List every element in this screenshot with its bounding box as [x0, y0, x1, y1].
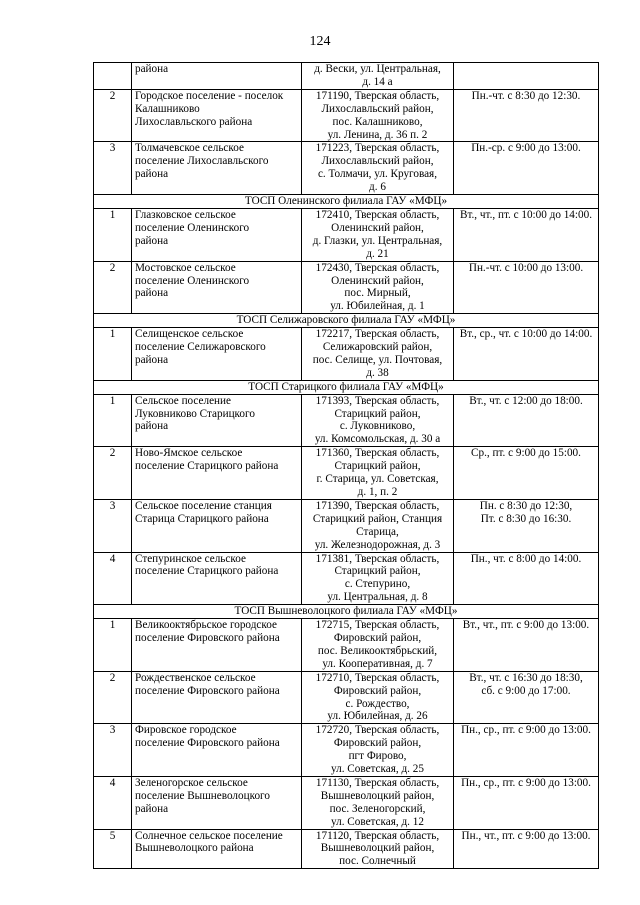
office-address-line: Оленинский район, — [331, 221, 424, 234]
working-hours-line: Ср., пт. с 9:00 до 15:00. — [471, 447, 581, 460]
settlement-name-line: Толмачевское сельское — [135, 142, 244, 155]
working-hours-line: Пн., ср., пт. с 9:00 до 13:00. — [461, 776, 591, 789]
section-row — [94, 314, 599, 328]
office-address-line: д. Вески, ул. Центральная, — [314, 63, 441, 75]
settlement-name — [132, 89, 302, 142]
settlement-name-line: поселение Вышневолоцкого — [135, 789, 270, 802]
settlement-name — [132, 619, 302, 672]
office-address-line: 171120, Тверская область, — [315, 829, 440, 842]
settlement-name-line: поселение Оленинского — [135, 274, 250, 287]
settlement-name-line: Лихославльского района — [135, 115, 253, 128]
working-hours — [454, 552, 599, 605]
row-number — [94, 63, 132, 90]
table-row — [94, 724, 599, 777]
office-address-line: с. Рождество, — [345, 697, 410, 710]
office-address-line: 171360, Тверская область, — [315, 447, 440, 460]
table-row — [94, 261, 599, 314]
settlement-name-line: Мостовское сельское — [135, 261, 236, 274]
settlement-name-line: Сельское поселение станция — [135, 499, 272, 512]
working-hours-line: Вт., ср., чт. с 10:00 до 14:00. — [459, 328, 593, 341]
office-address-line: ул. Ленина, д. 36 п. 2 — [327, 128, 428, 141]
office-address-line: Старицкий район, — [334, 407, 421, 420]
office-address-line: ул. Комсомольская, д. 30 а — [314, 433, 441, 446]
office-address-line: 172410, Тверская область, — [315, 208, 440, 221]
office-address — [302, 776, 454, 829]
settlement-name-line: района — [135, 802, 169, 815]
settlement-name-line: района — [135, 234, 169, 247]
office-address-line: с. Толмачи, ул. Круговая, — [317, 168, 438, 181]
working-hours-line: Пт. с 8:30 до 16:30. — [480, 512, 572, 525]
settlement-name — [132, 724, 302, 777]
row-number: 3 — [94, 724, 132, 777]
office-address-line: пос. Калашниково, — [332, 115, 423, 128]
settlement-name-line: Селищенское сельское — [135, 328, 244, 341]
office-address-line: ул. Советская, д. 25 — [331, 763, 424, 776]
office-address-line: Вышневолоцкий район, — [320, 789, 435, 802]
office-address-line: 171393, Тверская область, — [315, 394, 440, 407]
settlement-name-line: Старица Старицкого района — [135, 512, 269, 525]
table-row — [94, 89, 599, 142]
table-row — [94, 208, 599, 261]
office-address-line: Фировский район, — [333, 684, 422, 697]
settlement-name-line: района — [135, 287, 169, 300]
settlement-name-line: Луковниково Старицкого — [135, 407, 255, 420]
settlement-name — [132, 261, 302, 314]
office-address-line: 172430, Тверская область, — [315, 261, 440, 274]
table-row — [94, 619, 599, 672]
office-address-line: Старицкий район, — [334, 460, 421, 473]
office-address-line: Фировский район, — [333, 631, 422, 644]
office-address-line: ул. Юбилейная, д. 1 — [330, 300, 425, 313]
page-number: 124 — [309, 34, 331, 49]
mfc-offices-table — [93, 62, 599, 869]
working-hours-line: Вт., чт., пт. с 10:00 до 14:00. — [460, 208, 592, 221]
office-address-line: д. 21 — [366, 247, 389, 260]
office-address-line: 172217, Тверская область, — [315, 328, 440, 341]
working-hours — [454, 142, 599, 195]
settlement-name-line: Вышневолоцкого района — [135, 842, 254, 855]
settlement-name — [132, 328, 302, 381]
office-address-line: д. 38 — [366, 366, 389, 379]
settlement-name — [132, 142, 302, 195]
office-address-line: ул. Центральная, д. 8 — [327, 591, 428, 604]
settlement-name-line: поселение Фировского района — [135, 684, 280, 697]
table-row — [94, 552, 599, 605]
settlement-name-line: Солнечное сельское поселение — [135, 829, 283, 842]
section-title: ТОСП Старицкого филиала ГАУ «МФЦ» — [94, 380, 599, 394]
settlement-name-line: Зеленогорское сельское — [135, 776, 248, 789]
settlement-name-line: Сельское поселение — [135, 394, 231, 407]
row-number: 1 — [94, 619, 132, 672]
working-hours — [454, 619, 599, 672]
office-address-line: 171190, Тверская область, — [315, 89, 440, 102]
section-title: ТОСП Оленинского филиала ГАУ «МФЦ» — [94, 195, 599, 209]
settlement-name-line: поселение Селижаровского — [135, 341, 266, 354]
settlement-name — [132, 552, 302, 605]
section-title: ТОСП Селижаровского филиала ГАУ «МФЦ» — [94, 314, 599, 328]
settlement-name-line: Великооктябрьское городское — [135, 619, 277, 632]
office-address-line: Старицкий район, — [334, 565, 421, 578]
settlement-name — [132, 63, 302, 90]
settlement-name-line: района — [135, 420, 169, 433]
row-number: 5 — [94, 829, 132, 869]
settlement-name — [132, 499, 302, 552]
settlement-name-line: района — [135, 63, 169, 75]
office-address-line: Фировский район, — [333, 737, 422, 750]
working-hours-line: Пн.-чт. с 8:30 до 12:30. — [471, 89, 581, 102]
office-address-line: 171390, Тверская область, — [315, 499, 440, 512]
office-address-line: пос. Селище, ул. Почтовая, — [312, 353, 443, 366]
office-address-line: г. Старица, ул. Советская, — [316, 473, 439, 486]
settlement-name — [132, 829, 302, 869]
office-address-line: 171223, Тверская область, — [315, 142, 440, 155]
working-hours-line: Вт., чт. с 12:00 до 18:00. — [469, 394, 583, 407]
working-hours — [454, 447, 599, 500]
settlement-name — [132, 394, 302, 447]
office-address-line: Селижаровский район, — [322, 341, 433, 354]
office-address-line: 171130, Тверская область, — [315, 776, 440, 789]
working-hours — [454, 724, 599, 777]
office-address-line: Оленинский район, — [331, 274, 424, 287]
settlement-name-line: района — [135, 353, 169, 366]
office-address-line: ул. Юбилейная, д. 26 — [327, 710, 428, 723]
settlement-name-line: Рождественское сельское — [135, 671, 256, 684]
working-hours — [454, 208, 599, 261]
settlement-name-line: Фировское городское — [135, 724, 237, 737]
settlement-name-line: поселение Фировского района — [135, 631, 280, 644]
office-address-line: 171381, Тверская область, — [315, 552, 440, 565]
table-row — [94, 499, 599, 552]
settlement-name-line: поселение Оленинского — [135, 221, 250, 234]
working-hours — [454, 776, 599, 829]
working-hours — [454, 394, 599, 447]
office-address — [302, 394, 454, 447]
row-number: 4 — [94, 552, 132, 605]
row-number: 2 — [94, 261, 132, 314]
office-address — [302, 447, 454, 500]
working-hours-line: Пн., чт., пт. с 9:00 до 13:00. — [461, 829, 591, 842]
working-hours — [454, 829, 599, 869]
office-address-line: 172715, Тверская область, — [315, 619, 440, 632]
working-hours-line: Пн. с 8:30 до 12:30, — [479, 499, 573, 512]
table-row — [94, 142, 599, 195]
row-number: 2 — [94, 89, 132, 142]
settlement-name-line: поселение Старицкого района — [135, 565, 279, 578]
office-address — [302, 261, 454, 314]
settlement-name-line: Глазковское сельское — [135, 208, 236, 221]
office-address-line: Лихославльский район, — [321, 102, 434, 115]
office-address-line: ул. Кооперативная, д. 7 — [322, 657, 433, 670]
office-address — [302, 208, 454, 261]
table-row — [94, 63, 599, 90]
office-address-line: пос. Великооктябрьский, — [317, 644, 438, 657]
row-number: 1 — [94, 328, 132, 381]
settlement-name-line: Ново-Ямское сельское — [135, 447, 243, 460]
table-row — [94, 394, 599, 447]
row-number: 1 — [94, 208, 132, 261]
working-hours — [454, 671, 599, 724]
office-address-line: д. 1, п. 2 — [357, 486, 398, 498]
office-address-line: пос. Зеленогорский, — [329, 802, 426, 815]
settlement-name-line: поселение Лихославльского — [135, 155, 269, 168]
office-address-line: с. Степурино, — [344, 578, 411, 591]
office-address — [302, 724, 454, 777]
row-number: 2 — [94, 671, 132, 724]
row-number: 4 — [94, 776, 132, 829]
office-address-line: ул. Железнодорожная, д. 3 — [314, 538, 441, 551]
row-number: 2 — [94, 447, 132, 500]
office-address — [302, 142, 454, 195]
office-address-line: 172710, Тверская область, — [315, 671, 440, 684]
section-row — [94, 195, 599, 209]
office-address-line: 172720, Тверская область, — [315, 724, 440, 737]
working-hours-line: сб. с 9:00 до 17:00. — [481, 684, 571, 697]
table-row — [94, 447, 599, 500]
section-row — [94, 605, 599, 619]
settlement-name — [132, 447, 302, 500]
office-address-line: с. Луковниково, — [339, 420, 416, 433]
office-address-line: пгт Фирово, — [348, 750, 407, 763]
office-address-line: пос. Мирный, — [344, 287, 411, 300]
row-number: 3 — [94, 499, 132, 552]
office-address — [302, 552, 454, 605]
office-address — [302, 328, 454, 381]
settlement-name — [132, 671, 302, 724]
office-address-line: пос. Солнечный — [339, 855, 416, 868]
office-address-line: д. 6 — [369, 181, 386, 194]
table-row — [94, 328, 599, 381]
office-address — [302, 63, 454, 90]
working-hours — [454, 261, 599, 314]
office-address — [302, 499, 454, 552]
settlement-name — [132, 776, 302, 829]
office-address-line: д. Глазки, ул. Центральная, — [312, 234, 443, 247]
working-hours-line: Вт., чт. с 16:30 до 18:30, — [469, 671, 583, 684]
working-hours-line: Пн.-чт. с 10:00 до 13:00. — [468, 261, 584, 274]
table-row — [94, 671, 599, 724]
office-address-line: д. 14 а — [362, 75, 393, 88]
table-row — [94, 776, 599, 829]
office-address — [302, 619, 454, 672]
settlement-name-line: Калашниково — [135, 102, 200, 115]
working-hours — [454, 328, 599, 381]
office-address-line: Лихославльский район, — [321, 155, 434, 168]
working-hours-line: Пн., ср., пт. с 9:00 до 13:00. — [461, 724, 591, 737]
working-hours — [454, 63, 599, 90]
working-hours-line: Пн., чт. с 8:00 до 14:00. — [470, 552, 582, 565]
settlement-name-line: поселение Фировского района — [135, 737, 280, 750]
office-address — [302, 671, 454, 724]
settlement-name — [132, 208, 302, 261]
settlement-name-line: поселение Старицкого района — [135, 460, 279, 473]
office-address-line: ул. Советская, д. 12 — [331, 815, 424, 828]
office-address-line: Старицкий район, Станция — [312, 512, 443, 525]
settlement-name-line: района — [135, 168, 169, 181]
section-row — [94, 380, 599, 394]
working-hours-line: Пн.-ср. с 9:00 до 13:00. — [471, 142, 581, 155]
row-number: 1 — [94, 394, 132, 447]
working-hours-line: Вт., чт., пт. с 9:00 до 13:00. — [462, 619, 590, 632]
row-number: 3 — [94, 142, 132, 195]
section-title: ТОСП Вышневолоцкого филиала ГАУ «МФЦ» — [94, 605, 599, 619]
office-address — [302, 89, 454, 142]
office-address-line: Вышневолоцкий район, — [320, 842, 435, 855]
office-address — [302, 829, 454, 869]
table-row — [94, 829, 599, 869]
working-hours — [454, 499, 599, 552]
working-hours — [454, 89, 599, 142]
office-address-line: Старица, — [356, 525, 399, 538]
settlement-name-line: Степуринское сельское — [135, 552, 246, 565]
settlement-name-line: Городское поселение - поселок — [135, 89, 284, 102]
